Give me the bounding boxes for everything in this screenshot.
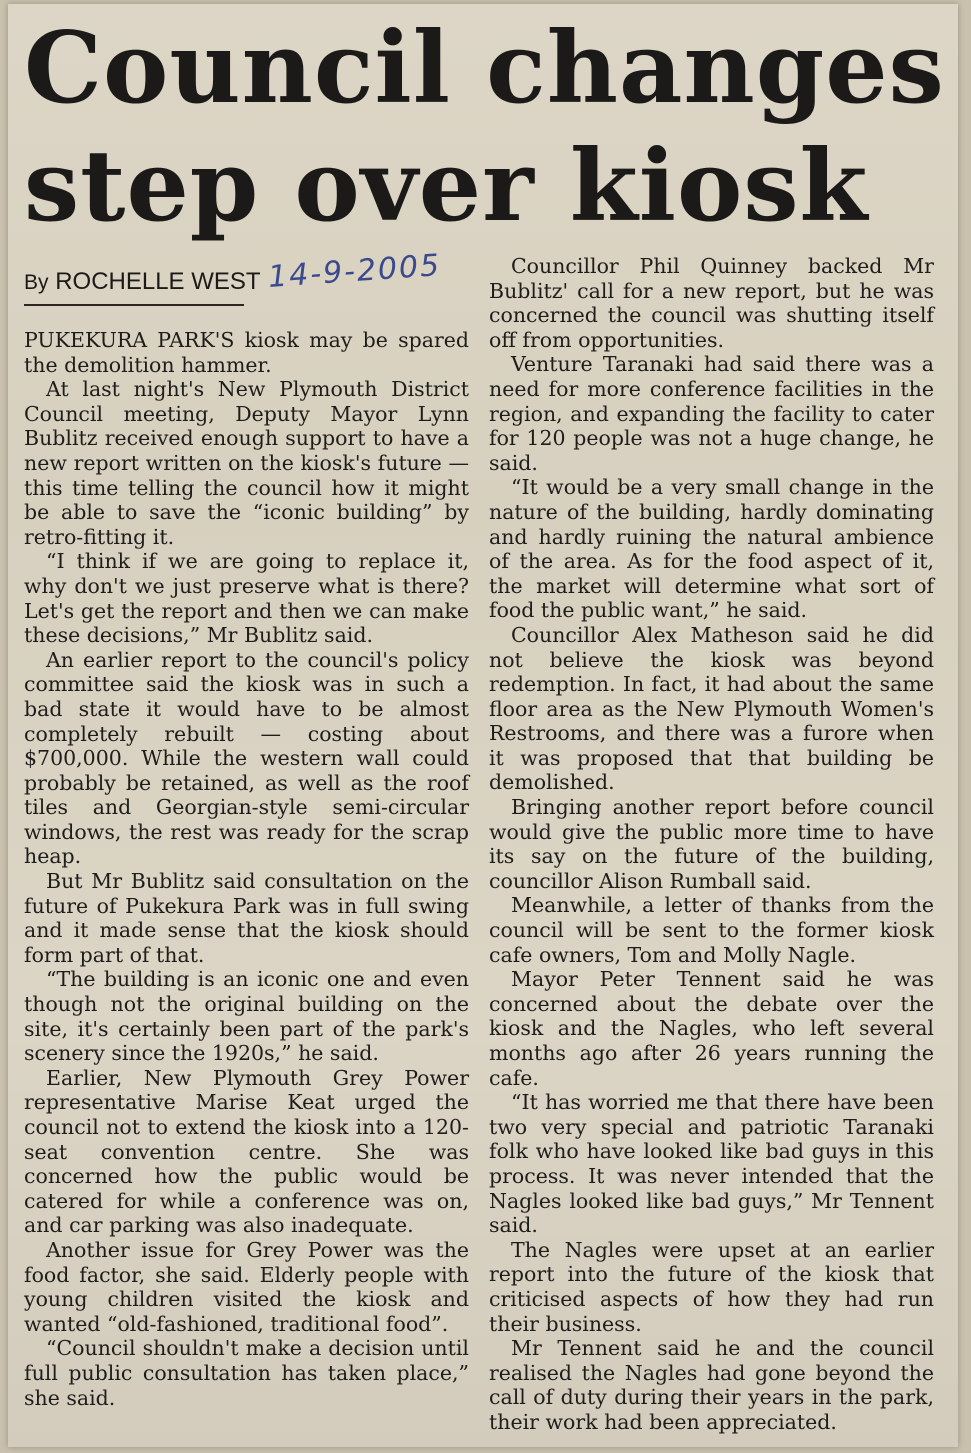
paragraph: Bringing another report before council would give the public more time to have its say on the future of the building, councillor Alison Rumball said. bbox=[489, 795, 934, 893]
paragraph: The Nagles were upset at an earlier report into the future of the kiosk that criticised aspects of how they had run their business. bbox=[489, 1237, 934, 1336]
paragraph: An earlier report to the council's policy committee said the kiosk was in such a bad state it would have to be almost completely rebuilt — costing about $700,000. While the western wall could probably be retained, as well as the roof tiles and Georgian-style semi-circular windows, the rest was ready for the scrap heap. bbox=[24, 647, 469, 869]
article-column-right bbox=[489, 254, 934, 1435]
paragraph: But Mr Bublitz said consultation on the future of Pukekura Park was in full swing and it made sense that the kiosk should form part of that. bbox=[24, 869, 469, 967]
paragraph: “It has worried me that there have been two very special and patriotic Taranaki folk who have looked like bad guys in this process. It was never intended that the Nagles looked like bad guys,” Mr Tennent said. bbox=[489, 1090, 934, 1238]
handwritten-date: 14-9-2005 bbox=[266, 247, 443, 296]
paragraph: Another issue for Grey Power was the food factor, she said. Elderly people with young children visited the kiosk and wanted “old-fashioned, traditional food”. bbox=[24, 1237, 469, 1336]
paragraph: Venture Taranaki had said there was a need for more conference facilities in the region, and expanding the facility to cater for 120 people was not a huge change, he said. bbox=[489, 352, 934, 475]
paragraph: Mr Tennent said he and the council realised the Nagles had gone beyond the call of duty during their years in the park, their work had been appreciated. bbox=[489, 1336, 934, 1434]
paragraph: Councillor Phil Quinney backed Mr Bublitz' call for a new report, but he was concerned the council was shutting itself off from opportunities. bbox=[489, 254, 934, 352]
byline-prefix: By bbox=[24, 271, 49, 294]
article-column-left bbox=[24, 328, 469, 1410]
paragraph: “The building is an iconic one and even though not the original building on the site, it's certainly been part of the park's scenery since the 1920s,” he said. bbox=[24, 967, 469, 1066]
paragraph: Councillor Alex Matheson said he did not believe the kiosk was beyond redemption. In fact, it had about the same floor area as the New Plymouth Women's Restrooms, and there was a furore when it was proposed that that building be demolished. bbox=[489, 622, 934, 795]
paragraph: Meanwhile, a letter of thanks from the council will be sent to the former kiosk cafe owners, Tom and Molly Nagle. bbox=[489, 893, 934, 967]
byline-block bbox=[24, 247, 464, 308]
byline-rule bbox=[24, 304, 244, 306]
newspaper-clipping bbox=[8, 4, 958, 1447]
paragraph: PUKEKURA PARK'S kiosk may be spared the demolition hammer. bbox=[24, 328, 469, 377]
paragraph: At last night's New Plymouth District Council meeting, Deputy Mayor Lynn Bublitz received enough support to have a new report written on the kiosk's future — this time telling the council how it might be able to save the “iconic building” by retro-fitting it. bbox=[24, 377, 469, 549]
byline bbox=[24, 268, 261, 296]
paragraph: “It would be a very small change in the nature of the building, hardly dominating and hardly ruining the natural ambience of the area. As for the food aspect of it, the market will determine what sort of food the public want,” he said. bbox=[489, 475, 934, 623]
headline-line-1: Council changes bbox=[24, 11, 945, 126]
paragraph: Mayor Peter Tennent said he was concerned about the debate over the kiosk and the Nagles, who left several months ago after 26 years running the cafe. bbox=[489, 967, 934, 1090]
byline-author: ROCHELLE WEST bbox=[55, 268, 261, 295]
paragraph: Earlier, New Plymouth Grey Power representative Marise Keat urged the council not to extend the kiosk into a 120-seat convention centre. She was concerned how the public would be catered for while a conference was on, and car parking was also inadequate. bbox=[24, 1065, 469, 1238]
headline bbox=[24, 10, 945, 246]
headline-line-2: step over kiosk bbox=[24, 129, 869, 244]
paragraph: “Council shouldn't make a decision until full public consultation has taken place,” she said. bbox=[24, 1336, 469, 1410]
paragraph: “I think if we are going to replace it, why don't we just preserve what is there? Let's get the report and then we can make these decisions,” Mr Bublitz said. bbox=[24, 549, 469, 648]
